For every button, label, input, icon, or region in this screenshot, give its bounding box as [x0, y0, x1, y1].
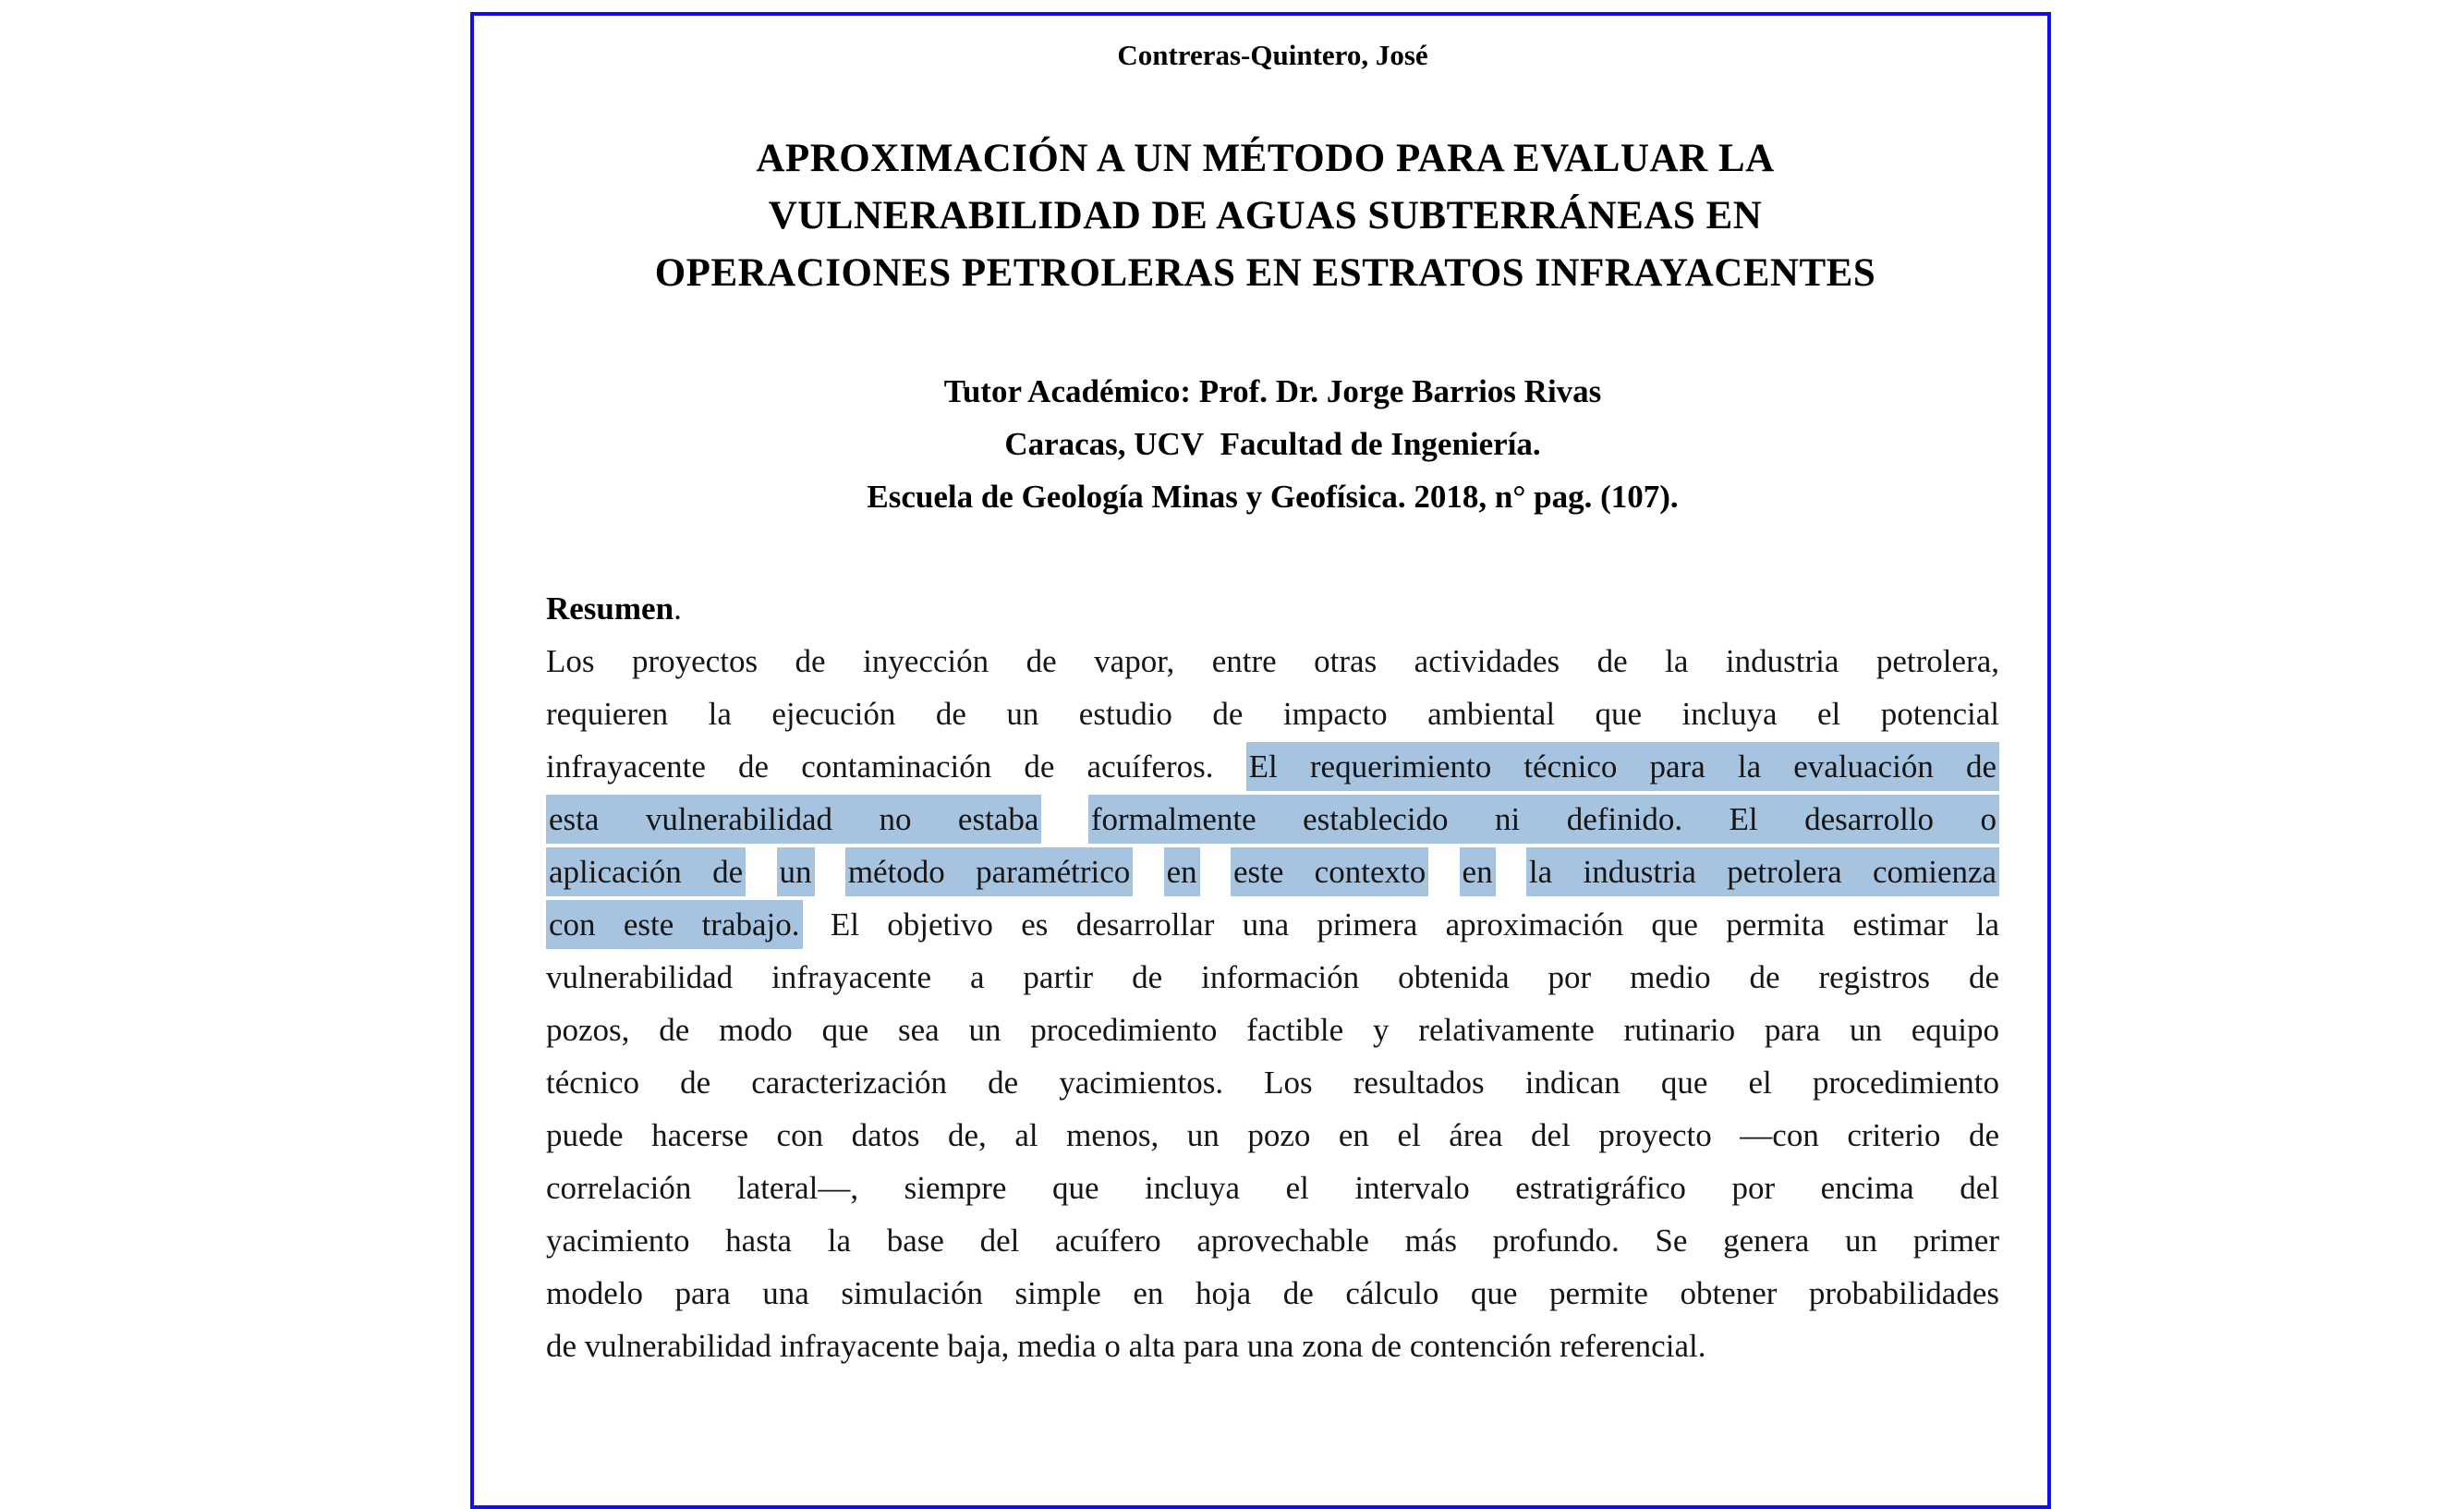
abstract-line-8 — [546, 1004, 1999, 1056]
abstract-section — [546, 582, 1999, 1372]
abstract-text: Los proyectos de inyección de vapor, entre otras actividades de la industria petrolera, — [546, 643, 1999, 679]
highlighted-text: un — [777, 847, 815, 896]
abstract-text: pozos, de modo que sea un procedimiento factible y relativamente rutinario para un equipo — [546, 1012, 1999, 1048]
abstract-line-13 — [546, 1267, 1999, 1320]
abstract-line-5 — [546, 846, 1999, 898]
highlighted-text: esta vulnerabilidad no estaba — [546, 795, 1041, 844]
abstract-text: vulnerabilidad infrayacente a partir de información obtenida por medio de registros de — [546, 959, 1999, 995]
abstract-line-2 — [546, 688, 1999, 740]
abstract-line-11 — [546, 1162, 1999, 1214]
abstract-text: correlación lateral—, siempre que incluya el intervalo estratigráfico por encima del — [546, 1170, 1999, 1206]
abstract-text: técnico de caracterización de yacimientos. Los resultados indican que el procedimiento — [546, 1065, 1999, 1101]
author-line: Contreras-Quintero, José — [1117, 39, 1428, 71]
highlighted-text: método paramétrico — [845, 847, 1133, 896]
thesis-title-line-1: APROXIMACIÓN A UN MÉTODO PARA EVALUAR LA — [756, 137, 1775, 180]
institution-line: Caracas, UCV Facultad de Ingeniería. — [1004, 426, 1541, 462]
tutor-line: Tutor Académico: Prof. Dr. Jorge Barrios Rivas — [943, 373, 1602, 409]
abstract-line-14 — [546, 1320, 1999, 1372]
abstract-heading-line — [546, 582, 1999, 635]
abstract-text: infrayacente de contaminación de acuíferos. — [546, 748, 1214, 785]
abstract-line-12 — [546, 1214, 1999, 1267]
abstract-heading-period: . — [674, 590, 682, 627]
highlighted-text: en — [1164, 847, 1200, 896]
abstract-line-1 — [546, 635, 1999, 688]
abstract-text: de vulnerabilidad infrayacente baja, media o alta para una zona de contención referencial. — [546, 1328, 1706, 1364]
document-page — [470, 12, 2051, 1509]
abstract-line-7 — [546, 951, 1999, 1004]
abstract-line-9 — [546, 1056, 1999, 1109]
highlighted-text: El requerimiento técnico para la evaluación de — [1246, 742, 1999, 791]
highlighted-text: en — [1460, 847, 1496, 896]
abstract-line-4 — [546, 793, 1999, 846]
abstract-heading: Resumen — [546, 590, 674, 627]
abstract-text: modelo para una simulación simple en hoja de cálculo que permite obtener probabilidades — [546, 1275, 1999, 1311]
thesis-title-line-3: OPERACIONES PETROLERAS EN ESTRATOS INFRAYACENTES — [654, 251, 1876, 295]
abstract-line-3 — [546, 740, 1999, 793]
abstract-line-6 — [546, 898, 1999, 951]
abstract-text: El objetivo es desarrollar una primera aproximación que permita estimar la — [830, 907, 2000, 943]
highlighted-text: aplicación de — [546, 847, 746, 896]
highlighted-text: con este trabajo. — [546, 900, 803, 949]
highlighted-text: este contexto — [1231, 847, 1428, 896]
thesis-title-line-2: VULNERABILIDAD DE AGUAS SUBTERRÁNEAS EN — [768, 194, 1763, 237]
abstract-line-10 — [546, 1109, 1999, 1162]
thesis-title — [511, 130, 2020, 302]
highlighted-text: la industria petrolera comienza — [1526, 847, 1999, 896]
page-content — [474, 16, 2047, 1505]
abstract-text: yacimiento hasta la base del acuífero aprovechable más profundo. Se genera un primer — [546, 1223, 1999, 1259]
abstract-text: puede hacerse con datos de, al menos, un pozo en el área del proyecto —con criterio de — [546, 1117, 1999, 1153]
school-line: Escuela de Geología Minas y Geofísica. 2018, n° pag. (107). — [867, 479, 1679, 515]
highlighted-text: formalmente establecido ni definido. El desarrollo o — [1088, 795, 1999, 844]
abstract-text: requieren la ejecución de un estudio de impacto ambiental que incluya el potencial — [546, 696, 1999, 732]
document-meta — [546, 365, 1999, 523]
